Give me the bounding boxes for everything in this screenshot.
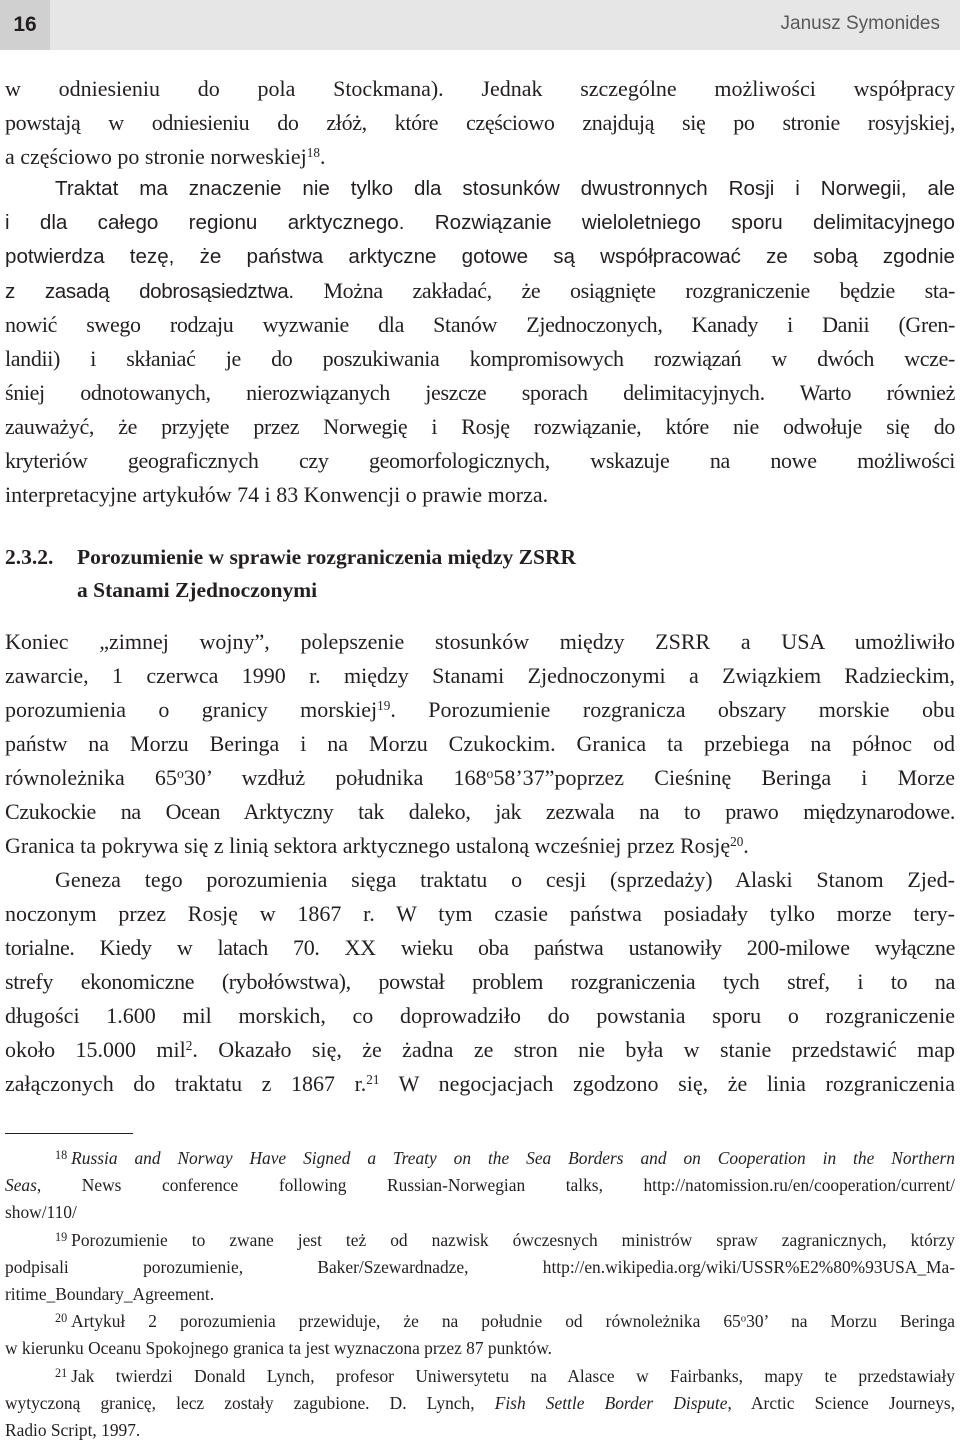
text-run: Jak twierdzi Donald Lynch, profesor Uniwersytetu na Alasce w Fairbanks, mapy te przedstawiały [71, 1366, 955, 1386]
text-run: , Arctic Science Journeys, [727, 1393, 956, 1413]
text-run: Rozwiązanie wieloletniego sporu delimitacyjnego [404, 211, 955, 234]
paragraph-line [5, 376, 955, 410]
paragraph-line: Koniec „zimnej wojny”, polepszenie stosunków między ZSRR a USA umożliwiło [5, 629, 955, 654]
text-run: 58’37”poprzez Cieśninę Beringa i Morze [493, 765, 956, 790]
page-number: 16 [0, 0, 50, 50]
footnote-mark: 19 [55, 1229, 68, 1244]
paragraph-line: noczonym przez Rosję w 1867 r. W tym czasie państwa posiadały tylko morze tery- [5, 901, 955, 926]
text-run: Warto również [764, 380, 955, 405]
footnote-20 [5, 1308, 955, 1335]
paragraph-line [5, 829, 955, 863]
paragraph-line: potwierdza tezę, że państwa arktyczne gotowe są współpracować ze sobą zgodnie [5, 245, 955, 268]
text-run: śniej odnotowanych, nierozwiązanych jeszcze sporach delimitacyjnych. [5, 380, 765, 405]
paragraph-line: długości 1.600 mil morskich, co doprowadziło do powstania sporu o rozgraniczenie [5, 1003, 955, 1028]
footnote-ref-19[interactable]: 19 [377, 697, 391, 713]
footnote-line: ritime_Boundary_Agreement. [5, 1284, 215, 1304]
text-run: wytyczoną granicę, lecz zostały zagubione. D. Lynch, [5, 1393, 495, 1413]
section-heading [5, 541, 576, 607]
paragraph-line: landii) i skłaniać je do poszukiwania kompromisowych rozwiązań w dwóch wcze- [5, 346, 955, 371]
footnote-line [5, 1390, 955, 1417]
paragraph-line [5, 761, 955, 795]
text-run: Artykuł 2 porozumienia przewiduje, że na południe od równoleżnika 65 [71, 1311, 741, 1331]
paragraph-line [5, 659, 955, 693]
text-run: porozumienia o granicy morskiej [5, 697, 378, 722]
footnote-line [5, 1172, 955, 1199]
text-run: . Porozumienie rozgranicza obszary morskie obu [390, 697, 955, 722]
footnote-line: show/110/ [5, 1202, 77, 1222]
footnote-separator [5, 1133, 133, 1134]
text-run: a częściowo po stronie norweskiej [5, 144, 307, 169]
footnote-line: w kierunku Oceanu Spokojnego granica ta jest wyznaczona przez 87 punktów. [5, 1338, 552, 1358]
footnote-18 [5, 1145, 955, 1172]
paragraph-line [5, 1033, 955, 1067]
paragraph-line [5, 140, 955, 174]
paragraph-line: Geneza tego porozumienia sięga traktatu o cesji (sprzedaży) Alaski Stanom Zjed- [55, 867, 955, 892]
text-run: Fish Settle Border Dispute [494, 1393, 728, 1413]
text-run: Porozumienie to zwane jest też od nazwisk ówczesnych ministrów spraw zagranicznych, którzy [71, 1230, 955, 1250]
footnote-mark: 21 [55, 1365, 68, 1380]
degree-mark: o [486, 766, 494, 782]
footnote-mark: 20 [55, 1310, 68, 1325]
paragraph-line: kryteriów geograficznych czy geomorfologicznych, wskazuje na nowe możliwości [5, 448, 955, 473]
paragraph-line: torialne. Kiedy w latach 70. XX wieku oba państwa ustanowiły 200-milowe wyłączne [5, 935, 955, 960]
paragraph-line [5, 206, 955, 240]
paragraph-line: w odniesieniu do pola Stockmana). Jednak szczególne możliwości współpracy [5, 76, 955, 101]
running-head-author: Janusz Symonides [780, 13, 940, 34]
text-run: Russia and Norway Have Signed a Treaty on the Sea Borders and on Cooperation in the Northern [71, 1148, 955, 1168]
paragraph-line: Czukockie na Ocean Arktyczny tak daleko, jak zezwala na to prawo międzynarodowe. [5, 799, 955, 824]
degree-mark: o [176, 766, 184, 782]
paragraph-line: Traktat ma znaczenie nie tylko dla stosunków dwustronnych Rosji i Norwegii, ale [55, 177, 955, 200]
text-run: równoleżnika 65 [5, 765, 177, 790]
section-title-line: a Stanami Zjednoczonymi [77, 578, 318, 602]
running-header [0, 0, 960, 50]
paragraph-line: państw na Morzu Beringa i na Morzu Czukockim. Granica ta przebiega na północ od [5, 731, 955, 756]
paragraph-line: strefy ekonomiczne (rybołówstwa), powstał problem rozgraniczenia tych stref, i to na [5, 969, 955, 994]
degree-mark: o [740, 1312, 747, 1325]
text-run: i dla całego regionu arktycznego. [5, 211, 405, 234]
text-run: , News conference following Russian-Norwegian talks, http://natomission.ru/en/cooperation/current/ [36, 1175, 955, 1195]
footnote-21 [5, 1363, 955, 1390]
footnote-line: podpisali porozumienie, Baker/Szewardnadze, http://en.wikipedia.org/wiki/USSR%E2%80%93USA_Ma- [5, 1257, 955, 1277]
text-run: około 15.000 mil [5, 1037, 186, 1062]
text-run: z zasadą dobrosąsiedztwa. [5, 280, 294, 303]
text-run: Granica ta pokrywa się z linią sektora arktycznego ustaloną wcześniej przez Rosję [5, 833, 731, 858]
text-run: 30’ na Morzu Beringa [746, 1311, 956, 1331]
paragraph-line: interpretacyjne artykułów 74 i 83 Konwencji o prawie morza. [5, 482, 549, 507]
paragraph-line [5, 274, 955, 309]
superscript: 2 [185, 1037, 193, 1053]
text-run: . [743, 833, 749, 858]
text-run: załączonych do traktatu z 1867 r. [5, 1071, 367, 1096]
paragraph-line: zauważyć, że przyjęte przez Norwegię i Rosję rozwiązanie, które nie odwołuje się do [5, 414, 955, 439]
footnote-mark: 18 [55, 1147, 68, 1162]
paragraph-line: powstają w odniesieniu do złóż, które częściowo znajdują się po stronie rosyjskiej, [5, 110, 955, 135]
text-run: Seas [5, 1175, 37, 1195]
footnote-ref-20[interactable]: 20 [730, 833, 744, 849]
text-run: W negocjacjach zgodzono się, że linia rozgraniczenia [379, 1071, 955, 1096]
footnote-line: Radio Script, 1997. [5, 1420, 141, 1440]
section-number: 2.3.2. [5, 545, 54, 569]
text-run: Można zakładać, że osiągnięte rozgraniczenie będzie sta- [293, 278, 955, 303]
text-run: zawarcie, 1 czerwca 1990 r. [5, 663, 321, 688]
section-title-line: Porozumienie w sprawie rozgraniczenia między ZSRR [77, 545, 577, 569]
footnote-ref-18[interactable]: 18 [306, 144, 320, 160]
text-run: . Okazało się, że żadna ze stron nie była w stanie przedstawić map [192, 1037, 955, 1062]
paragraph-line [5, 693, 955, 727]
text-run: 30’ wzdłuż południka 168 [183, 765, 487, 790]
paragraph-line [5, 1067, 955, 1101]
paragraph-line: nowić swego rodzaju wyzwanie dla Stanów Zjednoczonych, Kanady i Danii (Gren- [5, 312, 955, 337]
footnote-ref-21[interactable]: 21 [366, 1071, 380, 1087]
footnote-19 [5, 1227, 955, 1254]
text-run: . [319, 144, 326, 169]
text-run: między Stanami Zjednoczonymi a Związkiem Radzieckim, [320, 663, 955, 688]
